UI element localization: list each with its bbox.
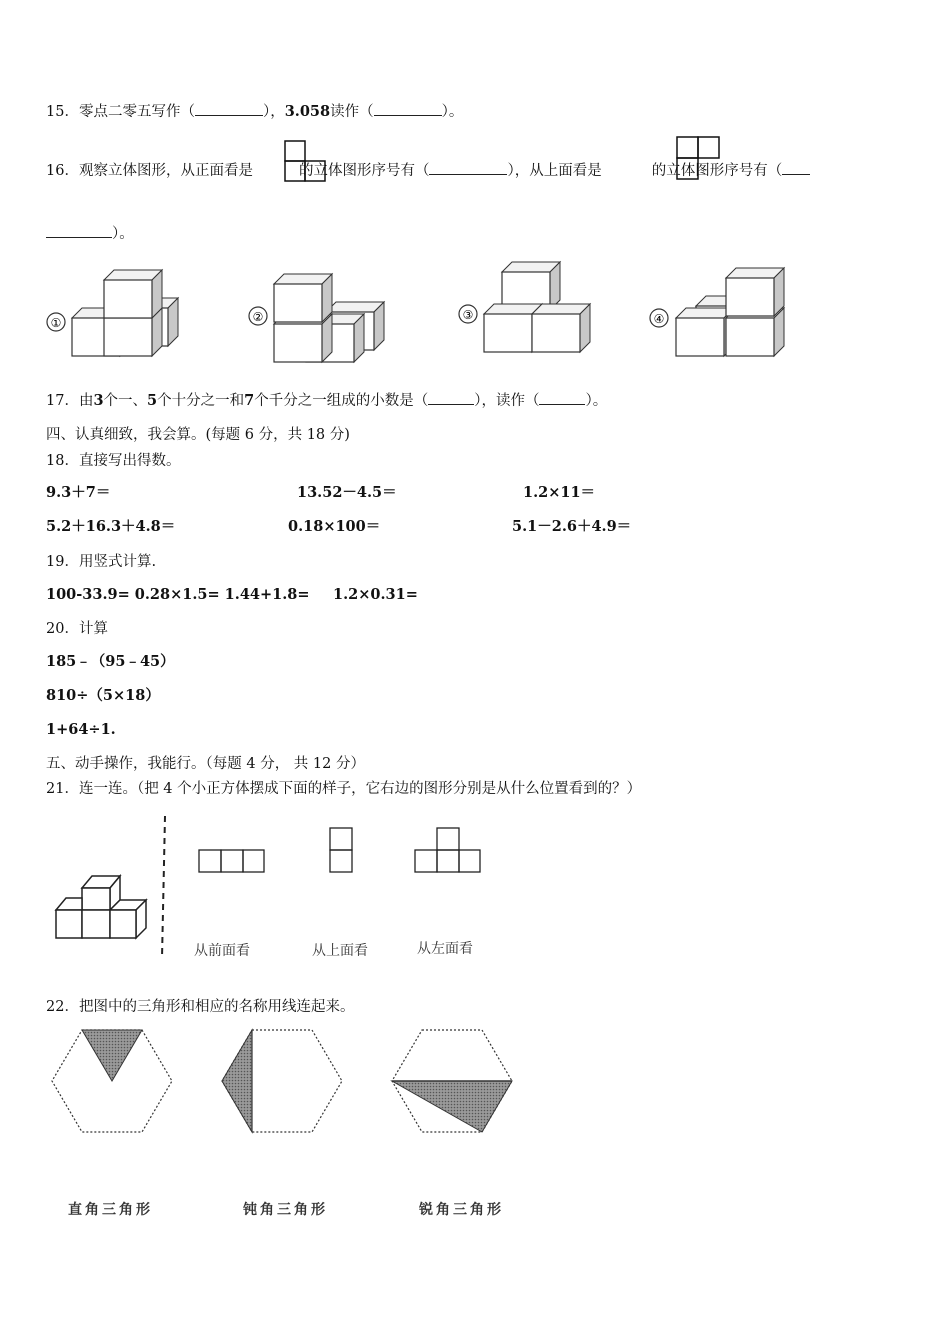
view-label-top: 从上面看 <box>312 943 368 959</box>
svg-text:③: ③ <box>462 308 474 322</box>
question-16: 16．观察立体图形，从正面看是 的立体图形序号有（ ），从上面看是 的立体图形序号有（ <box>46 162 810 180</box>
triangle-name-obtuse: 钝角三角形 <box>243 1202 328 1218</box>
figure-2 <box>249 274 384 362</box>
q21-figure <box>0 810 950 970</box>
question-20-item-3: 1+64÷1. <box>46 721 116 738</box>
cube-figures <box>0 240 950 370</box>
q18-r2-c2: 0.18×100＝ <box>288 518 381 535</box>
hexagon-1 <box>52 1030 172 1132</box>
answer-blank[interactable] <box>428 392 474 405</box>
answer-blank[interactable] <box>539 392 585 405</box>
question-15: 15．零点二零五写作（ ），3.058读作（ ）。 <box>46 103 464 120</box>
question-19-items: 100-33.9= 0.28×1.5= 1.44+1.8= <box>46 586 310 603</box>
answer-blank[interactable] <box>429 162 507 175</box>
answer-blank[interactable] <box>782 162 810 175</box>
question-20-item-1: 185﹣（95﹣45） <box>46 653 175 670</box>
svg-text:①: ① <box>50 316 62 330</box>
q18-r2-c1: 5.2＋16.3＋4.8＝ <box>46 518 176 535</box>
answer-blank[interactable] <box>46 225 112 238</box>
triangle-name-acute: 锐角三角形 <box>419 1202 504 1218</box>
view-label-left: 从左面看 <box>417 941 473 957</box>
top-view-glyph <box>676 136 720 180</box>
question-20-item-2: 810÷（5×18） <box>46 687 160 704</box>
q18-r1-c2: 13.52－4.5＝ <box>297 484 397 501</box>
answer-blank[interactable] <box>195 103 263 116</box>
question-18-title: 18．直接写出得数。 <box>46 453 181 469</box>
svg-text:④: ④ <box>653 312 665 326</box>
q18-r1-c3: 1.2×11＝ <box>523 484 596 501</box>
figure-3 <box>459 262 590 352</box>
question-20-title: 20．计算 <box>46 621 108 637</box>
q18-r1-c1: 9.3＋7＝ <box>46 484 111 501</box>
question-22-title: 22．把图中的三角形和相应的名称用线连起来。 <box>46 999 355 1015</box>
triangle-name-right: 直角三角形 <box>68 1202 153 1218</box>
section-5-heading: 五、动手操作，我能行。（每题 4 分， 共 12 分） <box>46 756 365 772</box>
question-17: 17．由3个一、5个十分之一和7个千分之一组成的小数是（ ），读作（ ）。 <box>46 392 608 409</box>
figure-1 <box>47 270 178 356</box>
hexagon-2 <box>222 1030 342 1132</box>
svg-text:②: ② <box>252 310 264 324</box>
view-label-front: 从前面看 <box>194 943 250 959</box>
q22-hexagons <box>0 1025 950 1145</box>
question-16-cont: ）。 <box>46 225 134 243</box>
question-19-item4: 1.2×0.31= <box>333 586 418 603</box>
figure-4 <box>650 268 784 356</box>
section-4-heading: 四、认真细致，我会算。(每题 6 分，共 18 分) <box>46 427 350 443</box>
answer-blank[interactable] <box>374 103 442 116</box>
q18-r2-c3: 5.1－2.6＋4.9＝ <box>512 518 632 535</box>
front-view-glyph <box>284 140 326 182</box>
question-19-title: 19．用竖式计算. <box>46 554 157 570</box>
hexagon-3 <box>392 1030 512 1132</box>
question-21-title: 21．连一连。（把 4 个小正方体摆成下面的样子，它右边的图形分别是从什么位置看到的？） <box>46 781 642 797</box>
